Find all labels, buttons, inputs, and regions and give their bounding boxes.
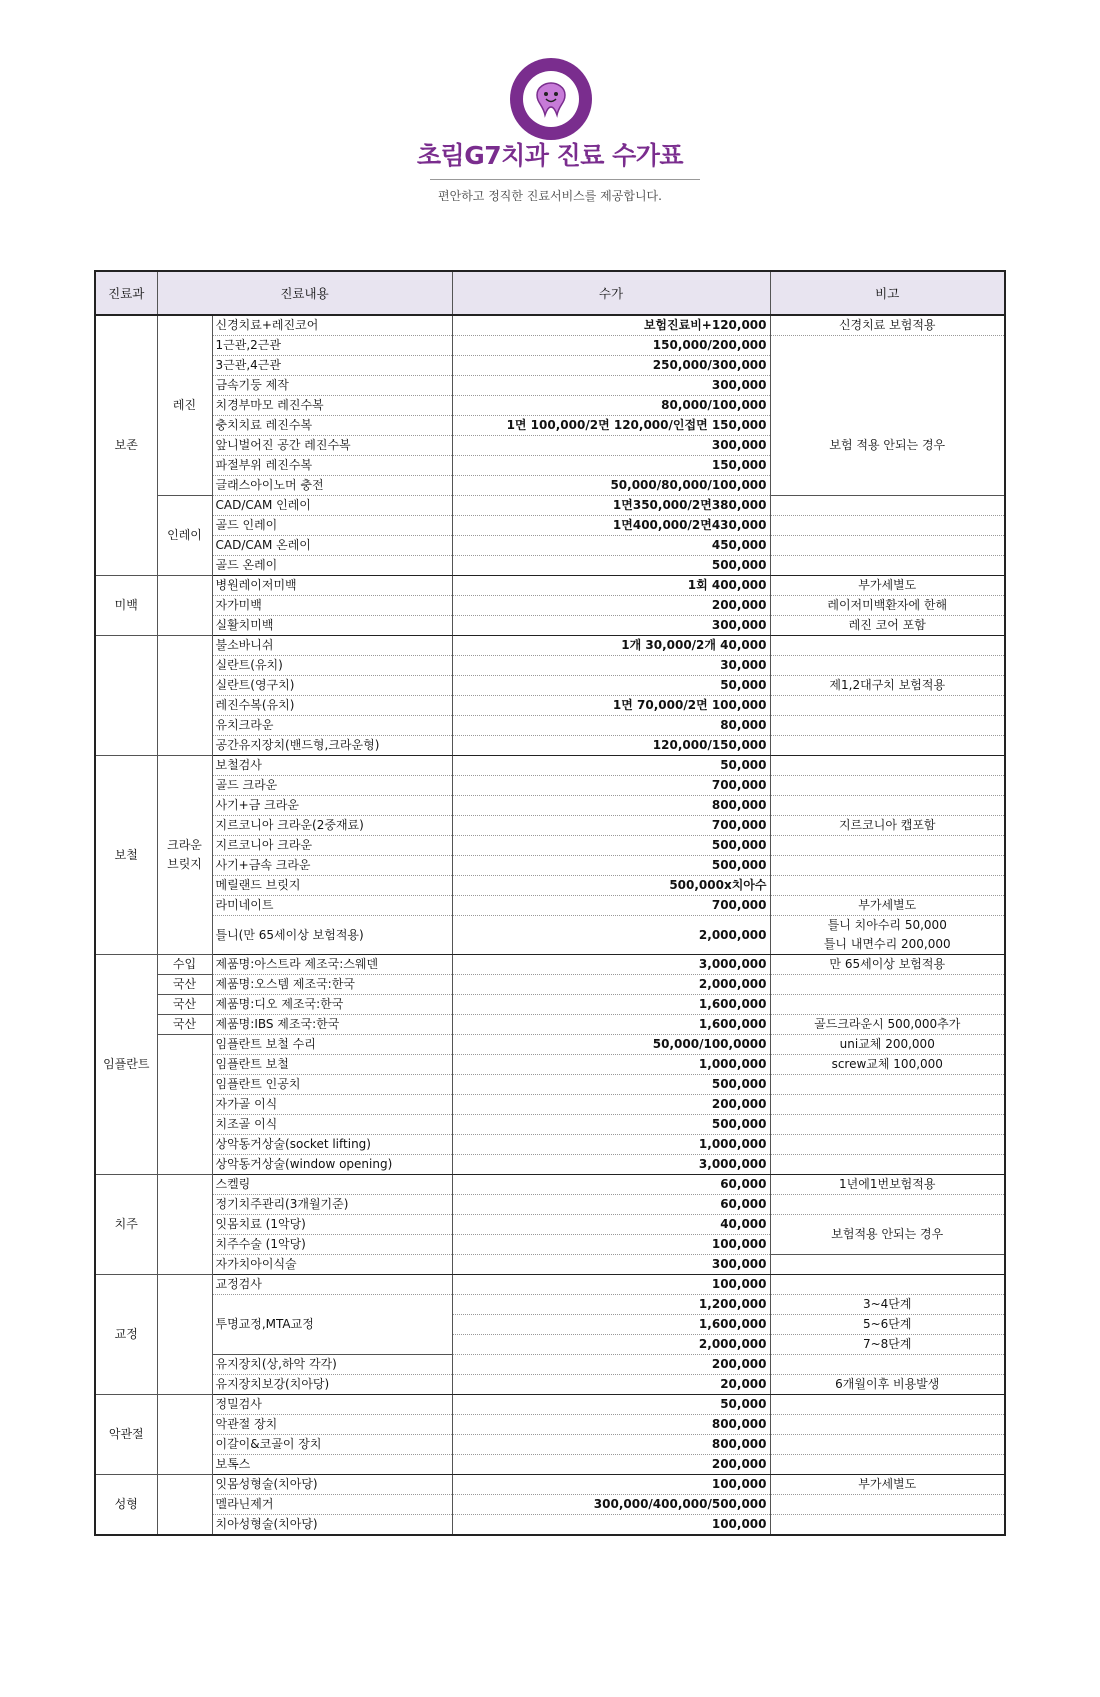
- price-cell: 50,000/100,0000: [452, 1035, 770, 1055]
- table-row: [95, 496, 1005, 516]
- note-cell: [770, 716, 1005, 736]
- price-cell: 1,000,000: [452, 1135, 770, 1155]
- dept-cell: 치주: [95, 1175, 157, 1275]
- content-cell: 치경부마모 레진수복: [212, 396, 452, 416]
- price-cell: 1면350,000/2면380,000: [452, 496, 770, 516]
- table-row: [95, 1275, 1005, 1295]
- content-cell: 실활치미백: [212, 616, 452, 636]
- price-cell: 700,000: [452, 816, 770, 836]
- col-header-dept: 진료과: [95, 271, 157, 315]
- content-cell: 보철검사: [212, 756, 452, 776]
- subcategory-cell: [157, 1175, 212, 1275]
- note-cell: [770, 876, 1005, 896]
- price-cell: 250,000/300,000: [452, 356, 770, 376]
- table-row: [95, 736, 1005, 756]
- price-cell: 1개 30,000/2개 40,000: [452, 636, 770, 656]
- price-cell: 300,000: [452, 376, 770, 396]
- price-cell: 80,000/100,000: [452, 396, 770, 416]
- table-row: [95, 315, 1005, 336]
- price-cell: 30,000: [452, 656, 770, 676]
- table-row: [95, 1195, 1005, 1215]
- content-cell: 레진수복(유치): [212, 696, 452, 716]
- content-cell: 자가치아이식술: [212, 1255, 452, 1275]
- table-row: [95, 1155, 1005, 1175]
- note-cell: 부가세별도: [770, 576, 1005, 596]
- note-cell: 신경치료 보험적용: [770, 315, 1005, 336]
- price-cell: 100,000: [452, 1275, 770, 1295]
- content-cell: 치조골 이식: [212, 1115, 452, 1135]
- table-row: [95, 1135, 1005, 1155]
- table-row: [95, 796, 1005, 816]
- content-cell: 실란트(영구치): [212, 676, 452, 696]
- fee-table: [94, 270, 1006, 1536]
- price-cell: 100,000: [452, 1515, 770, 1536]
- table-row: [95, 556, 1005, 576]
- table-row: [95, 816, 1005, 836]
- table-row: [95, 756, 1005, 776]
- price-cell: 1,200,000: [452, 1295, 770, 1315]
- table-row: [95, 376, 1005, 396]
- price-cell: 200,000: [452, 1355, 770, 1375]
- note-cell: [770, 496, 1005, 516]
- price-cell: 500,000: [452, 556, 770, 576]
- content-cell: 지르코니아 크라운: [212, 836, 452, 856]
- price-cell: 50,000: [452, 676, 770, 696]
- content-cell: 상악동거상술(socket lifting): [212, 1135, 452, 1155]
- note-cell: 부가세별도: [770, 896, 1005, 916]
- table-row: [95, 896, 1005, 916]
- note-cell: [770, 536, 1005, 556]
- subcategory-cell: 인레이: [157, 496, 212, 576]
- content-cell: 파절부위 레진수복: [212, 456, 452, 476]
- note-cell: [770, 1075, 1005, 1095]
- content-cell: 임플란트 인공치: [212, 1075, 452, 1095]
- content-cell: 1근관,2근관: [212, 336, 452, 356]
- price-cell: 800,000: [452, 1415, 770, 1435]
- price-cell: 700,000: [452, 776, 770, 796]
- price-cell: 150,000: [452, 456, 770, 476]
- content-cell: 스켈링: [212, 1175, 452, 1195]
- content-cell: 정기치주관리(3개월기준): [212, 1195, 452, 1215]
- price-cell: 3,000,000: [452, 1155, 770, 1175]
- clinic-logo: [510, 58, 592, 140]
- content-cell: 치주수술 (1악당): [212, 1235, 452, 1255]
- price-cell: 300,000: [452, 616, 770, 636]
- price-cell: 60,000: [452, 1195, 770, 1215]
- content-cell: 유치크라운: [212, 716, 452, 736]
- price-cell: 40,000: [452, 1215, 770, 1235]
- content-cell: 골드 크라운: [212, 776, 452, 796]
- note-cell: [770, 756, 1005, 776]
- content-cell: 제품명:디오 제조국:한국: [212, 995, 452, 1015]
- price-cell: 300,000/400,000/500,000: [452, 1495, 770, 1515]
- note-cell: 3~4단계: [770, 1295, 1005, 1315]
- fee-table-body: [95, 315, 1005, 1535]
- note-cell: [770, 1435, 1005, 1455]
- table-row: [95, 1495, 1005, 1515]
- subcategory-cell: [157, 1035, 212, 1175]
- tooth-mascot-icon: [523, 71, 579, 127]
- note-cell: [770, 1155, 1005, 1175]
- table-row: [95, 536, 1005, 556]
- price-cell: 1회 400,000: [452, 576, 770, 596]
- table-row: [95, 1095, 1005, 1115]
- note-line: 틀니 내면수리 200,000: [823, 937, 951, 951]
- content-cell: CAD/CAM 온레이: [212, 536, 452, 556]
- price-cell: 60,000: [452, 1175, 770, 1195]
- note-cell: 보험 적용 안되는 경우: [770, 396, 1005, 496]
- content-cell: 지르코니아 크라운(2중재료): [212, 816, 452, 836]
- note-cell: [770, 1515, 1005, 1536]
- note-cell: [770, 1255, 1005, 1275]
- table-row: [95, 856, 1005, 876]
- note-cell: [770, 975, 1005, 995]
- price-cell: 1면400,000/2면430,000: [452, 516, 770, 536]
- table-row: [95, 576, 1005, 596]
- table-row: [95, 916, 1005, 955]
- note-cell: 5~6단계: [770, 1315, 1005, 1335]
- subcategory-cell: [157, 636, 212, 756]
- table-row: [95, 836, 1005, 856]
- table-row: [95, 1455, 1005, 1475]
- price-cell: 보험진료비+120,000: [452, 315, 770, 336]
- note-cell: 보험적용 안되는 경우: [770, 1215, 1005, 1255]
- content-cell: 투명교정,MTA교정: [212, 1295, 452, 1355]
- content-cell: 충치치료 레진수복: [212, 416, 452, 436]
- content-cell: 신경치료+레진코어: [212, 315, 452, 336]
- dept-cell: 보철: [95, 756, 157, 955]
- table-row: [95, 356, 1005, 376]
- content-cell: 앞니벌어진 공간 레진수복: [212, 436, 452, 456]
- content-cell: 교정검사: [212, 1275, 452, 1295]
- note-cell: [770, 736, 1005, 756]
- table-row: [95, 1475, 1005, 1495]
- origin-cell: 국산: [157, 1015, 212, 1035]
- content-cell: 불소바니쉬: [212, 636, 452, 656]
- note-cell: [770, 776, 1005, 796]
- col-header-price: 수가: [452, 271, 770, 315]
- dept-cell: 미백: [95, 576, 157, 636]
- note-cell: 7~8단계: [770, 1335, 1005, 1355]
- table-row: [95, 1075, 1005, 1095]
- table-row: [95, 396, 1005, 416]
- table-row: [95, 1415, 1005, 1435]
- table-row: [95, 1175, 1005, 1195]
- price-cell: 50,000: [452, 1395, 770, 1415]
- dept-cell: 교정: [95, 1275, 157, 1395]
- dept-cell: [95, 636, 157, 756]
- dept-cell: 성형: [95, 1475, 157, 1536]
- table-row: [95, 1375, 1005, 1395]
- table-row: [95, 1015, 1005, 1035]
- table-row: [95, 975, 1005, 995]
- note-cell: 제1,2대구치 보험적용: [770, 676, 1005, 696]
- price-cell: 20,000: [452, 1375, 770, 1395]
- table-row: [95, 1255, 1005, 1275]
- price-cell: 100,000: [452, 1235, 770, 1255]
- note-cell: 부가세별도: [770, 1475, 1005, 1495]
- col-header-note: 비고: [770, 271, 1005, 315]
- note-cell: [770, 1095, 1005, 1115]
- dept-cell: 악관절: [95, 1395, 157, 1475]
- content-cell: 제품명:오스템 제조국:한국: [212, 975, 452, 995]
- page-subtitle: 편안하고 정직한 진료서비스를 제공합니다.: [438, 189, 662, 203]
- price-cell: 500,000: [452, 1075, 770, 1095]
- content-cell: CAD/CAM 인레이: [212, 496, 452, 516]
- price-cell: 200,000: [452, 1455, 770, 1475]
- table-row: [95, 336, 1005, 356]
- content-cell: 글래스아이노머 충전: [212, 476, 452, 496]
- table-row: [95, 1395, 1005, 1415]
- note-cell: 골드크라운시 500,000추가: [770, 1015, 1005, 1035]
- note-cell: [770, 1195, 1005, 1215]
- price-cell: 100,000: [452, 1475, 770, 1495]
- note-cell: [770, 696, 1005, 716]
- note-cell: 레이저미백환자에 한해: [770, 596, 1005, 616]
- price-cell: 1면 70,000/2면 100,000: [452, 696, 770, 716]
- content-cell: 정밀검사: [212, 1395, 452, 1415]
- table-row: [95, 1355, 1005, 1375]
- note-cell: [770, 836, 1005, 856]
- price-cell: 300,000: [452, 436, 770, 456]
- price-cell: 1면 100,000/2면 120,000/인접면 150,000: [452, 416, 770, 436]
- col-header-content: 진료내용: [157, 271, 452, 315]
- note-cell: [770, 556, 1005, 576]
- dept-cell: 보존: [95, 315, 157, 576]
- price-cell: 150,000/200,000: [452, 336, 770, 356]
- title-divider: [430, 179, 700, 180]
- price-cell: 1,600,000: [452, 995, 770, 1015]
- content-cell: 멜라닌제거: [212, 1495, 452, 1515]
- note-cell: [770, 1275, 1005, 1295]
- note-line: 틀니 치아수리 50,000: [827, 918, 947, 932]
- subcategory-cell: 크라운 브릿지: [157, 756, 212, 955]
- price-cell: 3,000,000: [452, 955, 770, 975]
- price-cell: 50,000: [452, 756, 770, 776]
- subcategory-cell: [157, 1475, 212, 1536]
- price-cell: 120,000/150,000: [452, 736, 770, 756]
- price-cell: 80,000: [452, 716, 770, 736]
- note-cell: [770, 1355, 1005, 1375]
- origin-cell: 국산: [157, 975, 212, 995]
- table-header-row: [95, 271, 1005, 315]
- subcategory-cell: 레진: [157, 315, 212, 496]
- page-title: 초림G7치과 진료 수가표: [416, 141, 684, 170]
- note-cell: [770, 656, 1005, 676]
- origin-cell: 수입: [157, 955, 212, 975]
- table-row: [95, 1055, 1005, 1075]
- table-row: [95, 1295, 1005, 1315]
- content-cell: 잇몸성형술(치아당): [212, 1475, 452, 1495]
- note-cell: [770, 1115, 1005, 1135]
- content-cell: 보톡스: [212, 1455, 452, 1475]
- content-cell: 유지장치보강(치아당): [212, 1375, 452, 1395]
- content-cell: 사기+금 크라운: [212, 796, 452, 816]
- content-cell: 치아성형술(치아당): [212, 1515, 452, 1536]
- price-cell: 800,000: [452, 1435, 770, 1455]
- price-cell: 1,600,000: [452, 1015, 770, 1035]
- price-cell: 200,000: [452, 1095, 770, 1115]
- table-row: [95, 955, 1005, 975]
- table-row: [95, 656, 1005, 676]
- note-cell: [770, 1135, 1005, 1155]
- price-cell: 1,600,000: [452, 1315, 770, 1335]
- subcategory-cell: [157, 1395, 212, 1475]
- content-cell: 임플란트 보철: [212, 1055, 452, 1075]
- note-cell: [770, 796, 1005, 816]
- note-cell: [770, 516, 1005, 536]
- price-cell: 50,000/80,000/100,000: [452, 476, 770, 496]
- table-row: [95, 1215, 1005, 1235]
- price-cell: 2,000,000: [452, 1335, 770, 1355]
- note-cell: 6개월이후 비용발생: [770, 1375, 1005, 1395]
- content-cell: 제품명:IBS 제조국:한국: [212, 1015, 452, 1035]
- content-cell: 제품명:아스트라 제조국:스웨덴: [212, 955, 452, 975]
- note-cell: [770, 1395, 1005, 1415]
- note-cell: 1년에1번보험적용: [770, 1175, 1005, 1195]
- table-row: [95, 636, 1005, 656]
- price-cell: 700,000: [452, 896, 770, 916]
- table-row: [95, 776, 1005, 796]
- table-row: [95, 1515, 1005, 1536]
- note-cell: 만 65세이상 보험적용: [770, 955, 1005, 975]
- content-cell: 악관절 장치: [212, 1415, 452, 1435]
- content-cell: 병원레이저미백: [212, 576, 452, 596]
- content-cell: 금속기둥 제작: [212, 376, 452, 396]
- table-row: [95, 1035, 1005, 1055]
- price-cell: 300,000: [452, 1255, 770, 1275]
- note-cell: [770, 995, 1005, 1015]
- table-row: [95, 1115, 1005, 1135]
- note-cell: [770, 1415, 1005, 1435]
- content-cell: 상악동거상술(window opening): [212, 1155, 452, 1175]
- content-cell: 3근관,4근관: [212, 356, 452, 376]
- content-cell: 사기+금속 크라운: [212, 856, 452, 876]
- note-cell: [770, 916, 1005, 955]
- price-cell: 500,000: [452, 856, 770, 876]
- origin-cell: 국산: [157, 995, 212, 1015]
- note-cell: screw교체 100,000: [770, 1055, 1005, 1075]
- price-cell: 1,000,000: [452, 1055, 770, 1075]
- note-cell: [770, 1455, 1005, 1475]
- note-cell: [770, 856, 1005, 876]
- table-row: [95, 995, 1005, 1015]
- table-row: [95, 876, 1005, 896]
- price-cell: 500,000x치아수: [452, 876, 770, 896]
- content-cell: 유지장치(상,하악 각각): [212, 1355, 452, 1375]
- content-cell: 라미네이트: [212, 896, 452, 916]
- price-cell: 200,000: [452, 596, 770, 616]
- content-cell: 실란트(유치): [212, 656, 452, 676]
- content-cell: 잇몸치료 (1악당): [212, 1215, 452, 1235]
- content-cell: 골드 온레이: [212, 556, 452, 576]
- table-row: [95, 716, 1005, 736]
- price-cell: 450,000: [452, 536, 770, 556]
- content-cell: 공간유지장치(밴드형,크라운형): [212, 736, 452, 756]
- table-row: [95, 516, 1005, 536]
- note-cell: uni교체 200,000: [770, 1035, 1005, 1055]
- content-cell: 틀니(만 65세이상 보험적용): [212, 916, 452, 955]
- page-header: [0, 0, 1100, 240]
- price-cell: 2,000,000: [452, 916, 770, 955]
- note-cell: [770, 636, 1005, 656]
- note-cell: 레진 코어 포함: [770, 616, 1005, 636]
- note-cell: [770, 1495, 1005, 1515]
- subcategory-cell: [157, 1275, 212, 1395]
- note-cell: 지르코니아 캡포함: [770, 816, 1005, 836]
- table-row: [95, 696, 1005, 716]
- price-cell: 2,000,000: [452, 975, 770, 995]
- price-cell: 500,000: [452, 1115, 770, 1135]
- content-cell: 임플란트 보철 수리: [212, 1035, 452, 1055]
- dept-cell: 임플란트: [95, 955, 157, 1175]
- subcategory-cell: [157, 576, 212, 636]
- table-row: [95, 1435, 1005, 1455]
- content-cell: 골드 인레이: [212, 516, 452, 536]
- content-cell: 이갈이&코골이 장치: [212, 1435, 452, 1455]
- content-cell: 자가미백: [212, 596, 452, 616]
- content-cell: 자가골 이식: [212, 1095, 452, 1115]
- price-cell: 800,000: [452, 796, 770, 816]
- table-row: [95, 676, 1005, 696]
- content-cell: 메릴랜드 브릿지: [212, 876, 452, 896]
- table-row: [95, 596, 1005, 616]
- table-row: [95, 616, 1005, 636]
- price-cell: 500,000: [452, 836, 770, 856]
